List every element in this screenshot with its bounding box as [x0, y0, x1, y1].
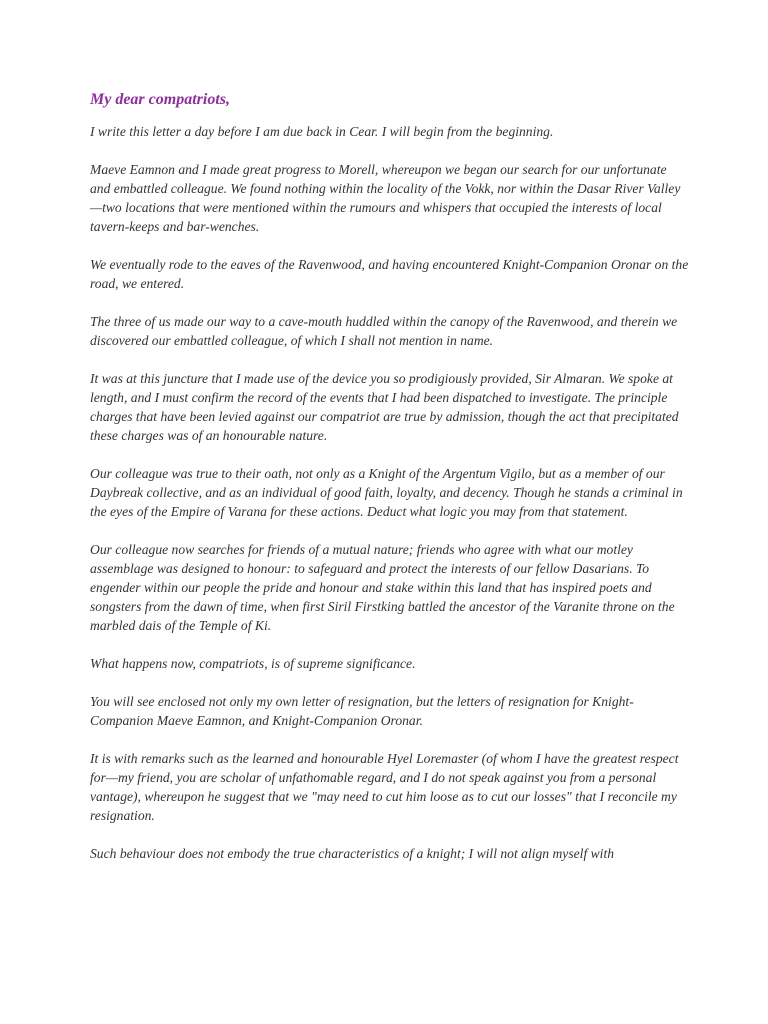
paragraph-search: Maeve Eamnon and I made great progress to Morell, whereupon we began our search for our unfortunate and embattled colleague. We found nothing within the locality of the Vokk, nor within the Dasar River Valley—two locations that were mentioned within the rumours and whispers that occupied the interests of local tavern-keeps and bar-wenches.: [90, 162, 681, 234]
paragraph-friends: Our colleague now searches for friends of a mutual nature; friends who agree with what our motley assemblage was designed to honour: to safeguard and protect the interests of our fellow Dasarians. To engender within our people the pride and honour and stake within this land that has inspired poets and songsters from the dawn of time, when first Siril Firstking battled the ancestor of the Varanite throne on the marbled dais of the Temple of Ki.: [90, 542, 675, 633]
paragraph-resignation: You will see enclosed not only my own letter of resignation, but the letters of resignation for Knight-Companion Maeve Eamnon, and Knight-Companion Oronar.: [90, 694, 634, 728]
paragraph-device: It was at this juncture that I made use of the device you so prodigiously provided, Sir Almaran. We spoke at length, and I must confirm the record of the events that I had been dispatched to investigate. The principle charges that have been levied against our compatriot are true by admission, though the act that precipitated these charges was of an honourable nature.: [90, 371, 679, 443]
salutation: My dear compatriots,: [90, 91, 230, 108]
paragraph-significance: What happens now, compatriots, is of supreme significance.: [90, 656, 416, 671]
letter-body: [90, 88, 690, 882]
paragraph-behaviour: Such behaviour does not embody the true characteristics of a knight; I will not align myself with: [90, 846, 615, 861]
paragraph-oath: Our colleague was true to their oath, not only as a Knight of the Argentum Vigilo, but as a member of our Daybreak collective, and as an individual of good faith, loyalty, and decency. Though he stands a criminal in the eyes of the Empire of Varana for these actions. Deduct what logic you may from that statement.: [90, 466, 683, 519]
paragraph-cave: The three of us made our way to a cave-mouth huddled within the canopy of the Ravenwood, and therein we discovered our embattled colleague, of which I shall not mention in name.: [90, 314, 678, 348]
paragraph-ravenwood: We eventually rode to the eaves of the Ravenwood, and having encountered Knight-Companion Oronar on the road, we entered.: [90, 257, 689, 291]
paragraph-loremaster: It is with remarks such as the learned and honourable Hyel Loremaster (of whom I have the greatest respect for—my friend, you are scholar of unfathomable regard, and I do not speak against you from a personal vantage), whereupon he suggest that we "may need to cut him loose as to cut our losses" that I reconcile my resignation.: [90, 751, 679, 823]
paragraph-opening: I write this letter a day before I am due back in Cear. I will begin from the beginning.: [90, 124, 554, 139]
